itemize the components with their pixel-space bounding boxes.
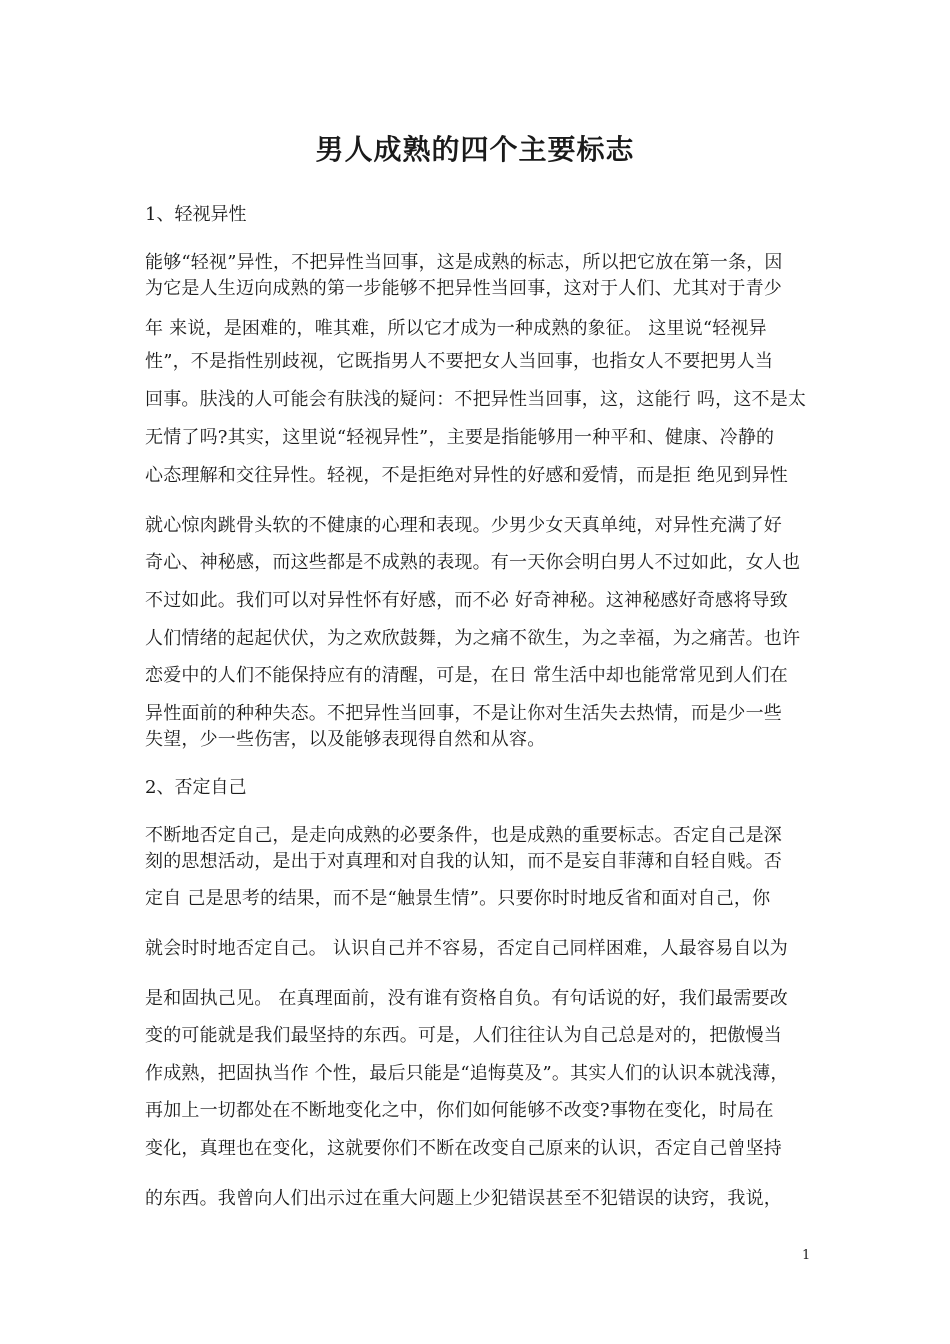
paragraph-line: 就会时时地否定自己。 认识自己并不容易，否定自己同样困难，人最容易自以为 <box>145 938 788 959</box>
section-heading: 2、否定自己 <box>145 777 247 798</box>
paragraph-line: 变化，真理也在变化，这就要你们不断在改变自己原来的认识，否定自己曾坚持 <box>145 1138 782 1159</box>
paragraph-line: 恋爱中的人们不能保持应有的清醒，可是，在日 常生活中却也能常常见到人们在 <box>145 665 788 686</box>
paragraph-line: 心态理解和交往异性。轻视，不是拒绝对异性的好感和爱情，而是拒 绝见到异性 <box>145 465 788 486</box>
paragraph-line: 再加上一切都处在不断地变化之中，你们如何能够不改变?事物在变化，时局在 <box>145 1100 774 1121</box>
paragraph-line: 人们情绪的起起伏伏，为之欢欣鼓舞，为之痛不欲生，为之幸福，为之痛苦。也许 <box>145 628 801 649</box>
paragraph-line: 不断地否定自己，是走向成熟的必要条件，也是成熟的重要标志。否定自己是深 <box>145 825 782 846</box>
paragraph-line: 异性面前的种种失态。不把异性当回事，不是让你对生活失去热情，而是少一些 <box>145 703 782 724</box>
document-title: 男人成熟的四个主要标志 <box>315 133 635 166</box>
paragraph-line: 的东西。我曾向人们出示过在重大问题上少犯错误甚至不犯错误的诀窍，我说， <box>145 1188 782 1209</box>
section-heading: 1、轻视异性 <box>145 204 247 225</box>
paragraph-line: 无情了吗?其实，这里说“轻视异性”，主要是指能够用一种平和、健康、冷静的 <box>145 427 775 448</box>
paragraph-line: 回事。肤浅的人可能会有肤浅的疑问：不把异性当回事，这，这能行 吗，这不是太 <box>145 389 807 410</box>
paragraph-line: 能够“轻视”异性，不把异性当回事，这是成熟的标志，所以把它放在第一条，因 <box>145 252 783 273</box>
paragraph-line: 定自 己是思考的结果，而不是“触景生情”。只要你时时地反省和面对自己，你 <box>145 888 771 909</box>
paragraph-line: 失望，少一些伤害，以及能够表现得自然和从容。 <box>145 729 546 750</box>
paragraph-line: 为它是人生迈向成熟的第一步能够不把异性当回事，这对于人们、尤其对于青少 <box>145 278 782 299</box>
paragraph-line: 就心惊肉跳骨头软的不健康的心理和表现。少男少女天真单纯，对异性充满了好 <box>145 515 782 536</box>
paragraph-line: 刻的思想活动，是出于对真理和对自我的认知，而不是妄自菲薄和自轻自贱。否 <box>145 851 782 872</box>
paragraph-line: 不过如此。我们可以对异性怀有好感，而不必 好奇神秘。这神秘感好奇感将导致 <box>145 590 788 611</box>
paragraph-line: 作成熟，把固执当作 个性，最后只能是“追悔莫及”。其实人们的认识本就浅薄， <box>145 1063 789 1084</box>
paragraph-line: 奇心、神秘感，而这些都是不成熟的表现。有一天你会明白男人不过如此，女人也 <box>145 552 801 573</box>
paragraph-line: 性”，不是指性别歧视，它既指男人不要把女人当回事，也指女人不要把男人当 <box>145 351 774 372</box>
paragraph-line: 是和固执己见。 在真理面前，没有谁有资格自负。有句话说的好，我们最需要改 <box>145 988 788 1009</box>
page-number: 1 <box>802 1248 811 1263</box>
paragraph-line: 变的可能就是我们最坚持的东西。可是，人们往往认为自己总是对的，把傲慢当 <box>145 1025 782 1046</box>
paragraph-line: 年 来说，是困难的，唯其难，所以它才成为一种成熟的象征。 这里说“轻视异 <box>145 318 767 339</box>
